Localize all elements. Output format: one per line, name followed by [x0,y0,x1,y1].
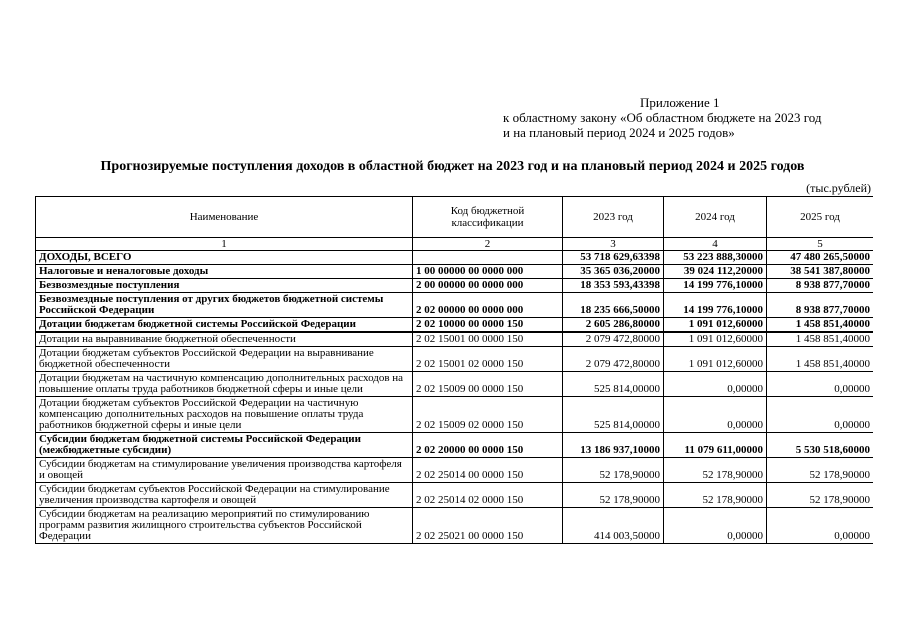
units-label: (тыс.рублей) [806,181,871,195]
header-2025: 2025 год [767,197,874,238]
column-number-row [36,238,874,251]
row-value-2024: 39 024 112,20000 [664,265,767,279]
row-value-2024: 52 178,90000 [664,458,767,483]
row-value-2024: 1 091 012,60000 [664,332,767,347]
row-value-2025: 1 458 851,40000 [767,318,874,333]
table-row-gratuitous-receipts [36,279,874,293]
row-value-2023: 35 365 036,20000 [563,265,664,279]
revenue-table-container [35,196,873,596]
row-value-2024: 0,00000 [664,397,767,433]
row-value-2025: 0,00000 [767,508,874,544]
row-value-2024: 0,00000 [664,508,767,544]
document-title: Прогнозируемые поступления доходов в областной бюджет на 2023 год и на плановый период 2024 и 2025 годов [100,159,805,174]
table-row-compensation-grants [36,372,874,397]
header-code: Код бюджетной классификации [413,197,563,238]
row-code: 2 02 25021 00 0000 150 [413,508,563,544]
row-name: Дотации бюджетам субъектов Российской Федерации на выравнивание бюджетной обеспеченности [36,347,413,372]
column-number: 5 [767,238,874,251]
table-row-subsidies [36,433,874,458]
row-value-2024: 0,00000 [664,372,767,397]
table-row-equalization-grants-regions [36,347,874,372]
row-value-2025: 0,00000 [767,397,874,433]
row-value-2023: 525 814,00000 [563,372,664,397]
row-value-2025: 38 541 387,80000 [767,265,874,279]
row-name: Дотации бюджетам субъектов Российской Федерации на частичную компенсацию дополнительных расходов на повышение оплаты труда работников бюджетной сферы и иные цели [36,397,413,433]
row-name: Дотации бюджетам на частичную компенсацию дополнительных расходов на повышение оплаты труда работников бюджетной сферы и иные цели [36,372,413,397]
row-value-2025: 52 178,90000 [767,483,874,508]
row-value-2024: 53 223 888,30000 [664,251,767,265]
row-value-2023: 414 003,50000 [563,508,664,544]
row-value-2024: 52 178,90000 [664,483,767,508]
row-value-2023: 2 079 472,80000 [563,347,664,372]
row-name: Дотации на выравнивание бюджетной обеспеченности [36,332,413,347]
row-code: 2 02 15001 00 0000 150 [413,332,563,347]
row-name: Дотации бюджетам бюджетной системы Российской Федерации [36,318,413,333]
column-number: 4 [664,238,767,251]
table-row-compensation-grants-regions [36,397,874,433]
appendix-law-reference: к областному закону «Об областном бюджете на 2023 год [503,110,822,125]
row-code: 2 02 15009 02 0000 150 [413,397,563,433]
row-value-2024: 1 091 012,60000 [664,318,767,333]
row-name: Субсидии бюджетам субъектов Российской Федерации на стимулирование увеличения производства картофеля и овощей [36,483,413,508]
row-value-2023: 53 718 629,63398 [563,251,664,265]
row-name: Безвозмездные поступления от других бюджетов бюджетной системы Российской Федерации [36,293,413,318]
appendix-number: Приложение 1 [640,95,720,110]
appendix-block [503,95,898,140]
row-code: 2 02 00000 00 0000 000 [413,293,563,318]
row-value-2025: 8 938 877,70000 [767,279,874,293]
table-row-potato-subsidies-regions [36,483,874,508]
header-name: Наименование [36,197,413,238]
row-code: 1 00 00000 00 0000 000 [413,265,563,279]
row-value-2025: 0,00000 [767,372,874,397]
column-number: 2 [413,238,563,251]
row-value-2023: 18 235 666,50000 [563,293,664,318]
row-code: 2 02 15001 02 0000 150 [413,347,563,372]
table-row-grants [36,318,874,333]
row-name: Субсидии бюджетам бюджетной системы Российской Федерации (межбюджетные субсидии) [36,433,413,458]
row-value-2025: 47 480 265,50000 [767,251,874,265]
table-header-row [36,197,874,238]
row-value-2023: 2 605 286,80000 [563,318,664,333]
row-value-2023: 52 178,90000 [563,458,664,483]
row-name: ДОХОДЫ, ВСЕГО [36,251,413,265]
row-code: 2 02 10000 00 0000 150 [413,318,563,333]
appendix-law-period: и на плановый период 2024 и 2025 годов» [503,125,735,140]
row-code: 2 02 25014 00 0000 150 [413,458,563,483]
revenue-table [35,196,873,544]
row-value-2025: 1 458 851,40000 [767,332,874,347]
column-number: 3 [563,238,664,251]
row-value-2023: 2 079 472,80000 [563,332,664,347]
row-value-2023: 13 186 937,10000 [563,433,664,458]
row-value-2025: 52 178,90000 [767,458,874,483]
row-code: 2 00 00000 00 0000 000 [413,279,563,293]
row-value-2024: 11 079 611,00000 [664,433,767,458]
row-code: 2 02 20000 00 0000 150 [413,433,563,458]
row-value-2023: 52 178,90000 [563,483,664,508]
row-value-2024: 14 199 776,10000 [664,279,767,293]
row-name: Субсидии бюджетам на реализацию мероприятий по стимулированию программ развития жилищного строительства субъектов Российской Федерации [36,508,413,544]
table-row-housing-subsidies [36,508,874,544]
row-value-2025: 1 458 851,40000 [767,347,874,372]
header-2024: 2024 год [664,197,767,238]
row-value-2023: 18 353 593,43398 [563,279,664,293]
row-code: 2 02 15009 00 0000 150 [413,372,563,397]
table-row-tax-revenue [36,265,874,279]
row-name: Субсидии бюджетам на стимулирование увеличения производства картофеля и овощей [36,458,413,483]
row-name: Безвозмездные поступления [36,279,413,293]
row-code [413,251,563,265]
row-value-2024: 14 199 776,10000 [664,293,767,318]
row-value-2023: 525 814,00000 [563,397,664,433]
row-value-2025: 8 938 877,70000 [767,293,874,318]
table-row-receipts-other-budgets [36,293,874,318]
table-row-total-revenue [36,251,874,265]
row-name: Налоговые и неналоговые доходы [36,265,413,279]
table-row-equalization-grants [36,332,874,347]
row-value-2024: 1 091 012,60000 [664,347,767,372]
row-code: 2 02 25014 02 0000 150 [413,483,563,508]
header-2023: 2023 год [563,197,664,238]
row-value-2025: 5 530 518,60000 [767,433,874,458]
table-row-potato-subsidies [36,458,874,483]
column-number: 1 [36,238,413,251]
